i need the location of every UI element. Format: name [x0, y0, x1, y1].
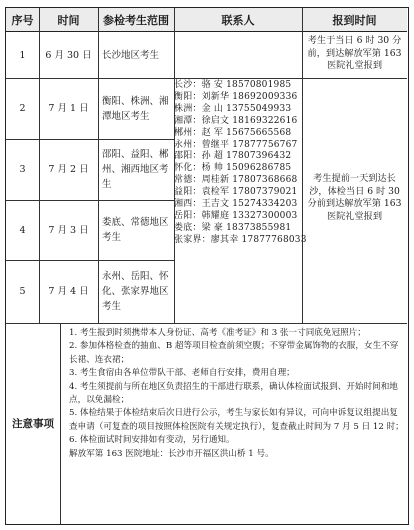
contact-entry: 湘西：王吉文 15274334203 — [174, 199, 298, 210]
contact-entry: 怀化：杨 帅 15096286785 — [174, 163, 292, 174]
row-scope: 长沙地区考生 — [102, 49, 160, 61]
report-time-rest: 考生提前一天到达长沙，体检当日 6 时 30 分前到达解放军第 163 医院礼堂报到 — [307, 173, 402, 222]
row-line — [302, 78, 407, 79]
row-scope: 邵阳、益阳、郴州、湘西地区考生 — [102, 149, 169, 190]
note-item: 1. 考生报到时须携带本人身份证、高考《准考证》和 3 张一寸同底免冠照片； — [69, 328, 366, 338]
row-seq: 2 — [19, 103, 26, 114]
contact-entry: 益阳：袁检军 17807379021 — [174, 187, 298, 198]
contact-list — [174, 80, 307, 247]
note-item: 5. 体检结果于体检结束后次日进行公示，考生与家长如有异议，可向申诉复议组提出复查申请（可复查的项目按照体检医院有关规定执行），复查截止时间为 7 月 5 日 12 时； — [69, 408, 404, 432]
note-item: 4. 考生须提前与所在地区负责招生的干部进行联系，确认体检面试报到、开始时间和地点，以免漏检； — [69, 381, 398, 406]
note-item: 2. 参加体格检查的抽血、B 超等项目检查前须空腹；不穿带金属饰物的衣服，女生不穿长裙、连衣裙； — [69, 341, 399, 365]
notes-title: 注意事项 — [12, 418, 54, 430]
row-line — [6, 323, 407, 324]
contact-entry: 张家界：廖其幸 17877768033 — [174, 234, 307, 245]
row-seq: 1 — [19, 49, 26, 61]
row-date: 7 月 4 日 — [48, 286, 89, 297]
contact-entry: 岳阳：韩耀庭 13327300003 — [174, 210, 298, 221]
contact-entry: 永州：曾继平 17877756767 — [174, 139, 298, 150]
header-scope: 参检考生范围 — [98, 8, 174, 32]
row-date: 6 月 30 日 — [45, 49, 92, 61]
row-scope: 娄底、常德地区考生 — [102, 217, 169, 243]
row-scope: 永州、岳阳、怀化、张家界地区考生 — [102, 271, 169, 312]
header-seq: 序号 — [6, 8, 39, 32]
notes-list — [69, 327, 405, 461]
row-line — [174, 78, 302, 79]
report-time-first: 考生于当日 6 时 30 分前，到达解放军第 163 医院礼堂报到 — [307, 35, 402, 71]
contact-entry: 长沙：骆 安 18570801985 — [174, 80, 292, 90]
note-item: 解放军第 163 医院地址：长沙市开福区洪山桥 1 号。 — [69, 448, 274, 459]
contact-entry: 郴州：赵 军 15675665568 — [174, 127, 292, 138]
header-report: 报到时间 — [302, 8, 407, 32]
contact-entry: 常德：周桂新 17807368668 — [174, 175, 298, 186]
row-seq: 5 — [19, 286, 26, 297]
contact-entry: 株洲：金 山 13755049933 — [174, 103, 292, 114]
row-date: 7 月 3 日 — [48, 224, 89, 236]
contact-entry: 湘潭：徐启文 18169322616 — [174, 115, 298, 126]
row-date: 7 月 1 日 — [48, 103, 89, 114]
header-contact: 联系人 — [174, 8, 302, 32]
contact-entry: 娄底：梁 豪 18373855981 — [174, 222, 292, 233]
row-scope: 衡阳、株洲、湘潭地区考生 — [102, 95, 169, 122]
header-time: 时间 — [39, 8, 98, 32]
grid-line — [60, 323, 61, 524]
row-seq: 3 — [19, 164, 26, 175]
row-seq: 4 — [19, 224, 26, 236]
note-item: 3. 考生食宿由各单位带队干部、老师自行安排，费用自理； — [69, 368, 295, 379]
contact-entry: 邵阳：孙 超 17807396432 — [174, 151, 292, 162]
schedule-table — [5, 7, 409, 525]
note-item: 6. 体检面试时间安排如有变动，另行通知。 — [69, 435, 235, 446]
contact-entry: 衡阳：刘新华 18692009336 — [174, 91, 298, 102]
grid-line — [302, 8, 303, 323]
row-date: 7 月 2 日 — [48, 164, 89, 175]
